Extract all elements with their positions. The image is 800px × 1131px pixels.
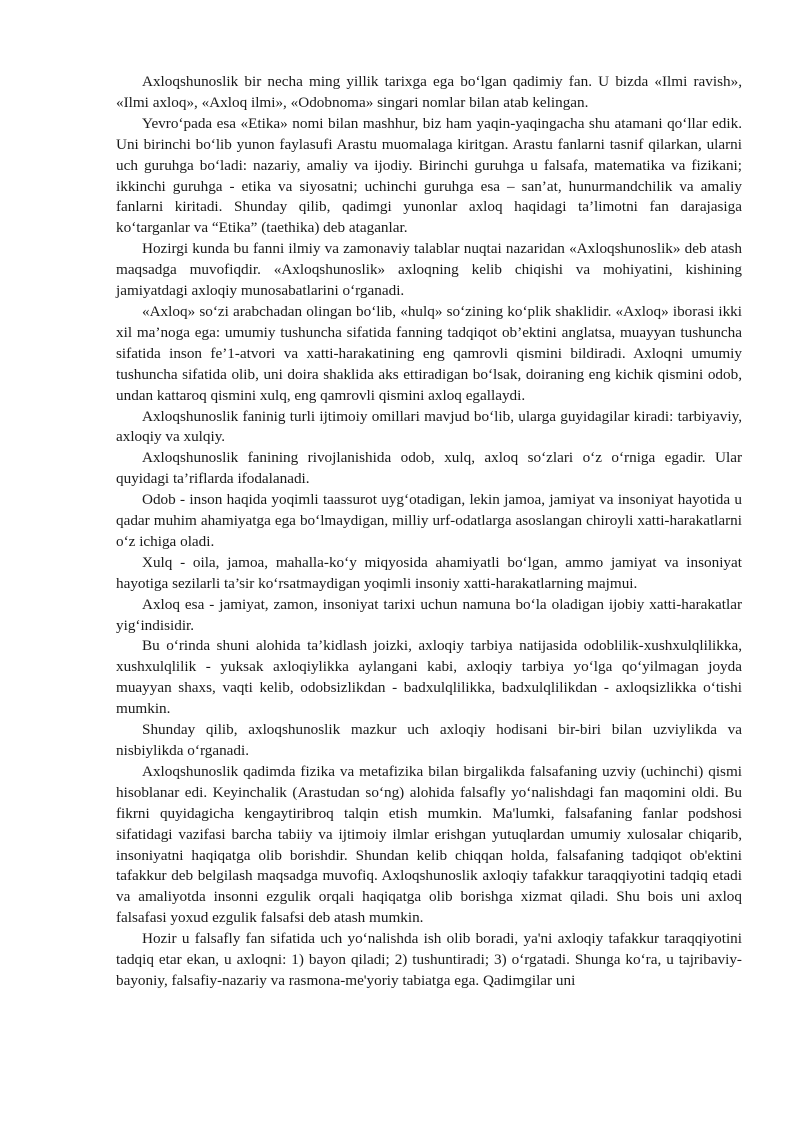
- paragraph-modern-name: Hozirgi kunda bu fanni ilmiy va zamonaviy talablar nuqtai nazaridan «Axloqshunoslik» deb atash maqsadga muvofiqdir. «Axloqshunoslik» axloqning kelib chiqishi va mohiyatini, kishining jamiyatdagi axloqiy munosabatlarini o‘rganadi.: [116, 240, 742, 300]
- paragraph-philosophy: Axloqshunoslik qadimda fizika va metafizika bilan birgalikda falsafaning uzviy (uchinchi) qismi hisoblanar edi. Keyinchalik (Arastudan so‘ng) alohida falsafly yo‘nalishdagi fan maqomini oldi. Bu fikrni quyidagicha kengaytiribroq talqin etish mumkin. Ma'lumki, falsafaning fanlar podshosi sifatidagi vazifasi barcha tabiiy va ijtimoiy ilmlar erishgan yutuqlardan umumiy xulosalar chiqarib, insoniyatni haqiqatga olib borishdir. Shundan kelib chiqqan holda, falsafaning tadqiqot ob'ektini tafakkur deb belgilash maqsadga muvofiq. Axloqshunoslik axloqiy tafakkur taraqqiyotini tadqiq etadi va amaliyotda insonni ezgulik orqali haqiqatga olib borishga xizmat qiladi. Shu bois uni axloq falsafasi yoxud ezgulik falsafsi deb atash mumkin.: [116, 762, 742, 927]
- paragraph-axloq-definition: Axloq esa - jamiyat, zamon, insoniyat tarixi uchun namuna bo‘la oladigan ijobiy xatti-harakatlar yig‘indisidir.: [116, 595, 742, 634]
- paragraph-summary: Shunday qilib, axloqshunoslik mazkur uch axloqiy hodisani bir-biri bilan uzviylikda va nisbiylikda o‘rganadi.: [116, 721, 742, 759]
- paragraph-definitions-intro: Axloqshunoslik fanining rivojlanishida odob, xulq, axloq so‘zlari o‘z o‘rniga egadir. Ular quyidagi ta’riflarda ifodalanadi.: [116, 449, 742, 488]
- paragraph-odob-definition: Odob - inson haqida yoqimli taassurot uyg‘otadigan, lekin jamoa, jamiyat va insoniyat hayotida u qadar muhim ahamiyatga ega bo‘lmaydigan, milliy urf-odatlarga asoslangan chiroyli xatti-harakatlarni o‘z ichiga oladi.: [116, 491, 742, 550]
- paragraph-social-factors: Axloqshunoslik faninig turli ijtimoiy omillari mavjud bo‘lib, ularga guyidagilar kiradi: tarbiyaviy, axloqiy va xulqiy.: [116, 407, 742, 446]
- paragraph-etika-origin: Yevro‘pada esa «Etika» nomi bilan mashhur, biz ham yaqin-yaqingacha shu atamani qo‘llar edik. Uni birinchi bo‘lib yunon faylasufi Arastu muomalaga kiritgan. Arastu fanlarni tasnif qilarkan, ularni uch guruhga bo‘ladi: nazariy, amaliy va ijodiy. Birinchi guruhga u falsafa, matematika va fizikani; ikkinchi guruhga - etika va siyosatni; uchinchi guruhga esa – san’at, hunurmandchilik va amaliy fanlarni kiritadi. Shunday qilib, qadimgi yunonlar axloq haqidagi ta’limotni fan darajasiga ko‘targanlar va “Etika” (taethika) deb ataganlar.: [116, 114, 742, 237]
- document-page: [116, 72, 742, 992]
- paragraph-xulq-definition: Xulq - oila, jamoa, mahalla-ko‘y miqyosida ahamiyatli bo‘lgan, ammo jamiyat va insoniyat hayotiga sezilarli ta’sir ko‘rsatmaydigan yoqimli insoniy xatti-harakatlarning majmui.: [116, 553, 742, 592]
- paragraph-moral-education: Bu o‘rinda shuni alohida ta’kidlash joizki, axloqiy tarbiya natijasida odoblilik-xushxulqlilikka, xushxulqlilik - yuksak axloqiylikka aylangani kabi, axloqiy tarbiya yo‘lga qo‘yilmagan joyda muayyan shaxs, vaqti kelib, odobsizlikdan - badxulqlilikka, badxulqlilikdan - axloqsizlikka o‘tishi mumkin.: [116, 637, 742, 718]
- paragraph-axloq-meaning: «Axloq» so‘zi arabchadan olingan bo‘lib, «hulq» so‘zining ko‘plik shaklidir. «Axloq» iborasi ikki xil ma’noga ega: umumiy tushuncha sifatida fanning tadqiqot ob’ektini anglatsa, muayyan tushuncha sifatida inson fe’1-atvori va xatti-harakatining eng qamrovli qismini bildiradi. Axloqni umumiy tushuncha sifatida olib, uni doira shaklida aks ettiradigan bo‘lsak, doiraning eng kichik qismini odob, undan kattaroq qismini xulq, eng qamrovli qismini axloq egallaydi.: [116, 302, 742, 404]
- paragraph-intro: Axloqshunoslik bir necha ming yillik tarixga ega bo‘lgan qadimiy fan. U bizda «Ilmi ravish», «Ilmi axloq», «Axloq ilmi», «Odobnoma» singari nomlar bilan atab kelingan.: [116, 73, 742, 111]
- paragraph-three-directions: Hozir u falsafly fan sifatida uch yo‘nalishda ish olib boradi, ya'ni axloqiy tafakkur taraqqiyotini tadqiq etar ekan, u axloqni: 1) bayon qiladi; 2) tushuntiradi; 3) o‘rgatadi. Shunga ko‘ra, u tajribaviy-bayoniy, falsafiy-nazariy va rasmona-me'yoriy tabiatga ega. Qadimgilar uni: [116, 930, 742, 989]
